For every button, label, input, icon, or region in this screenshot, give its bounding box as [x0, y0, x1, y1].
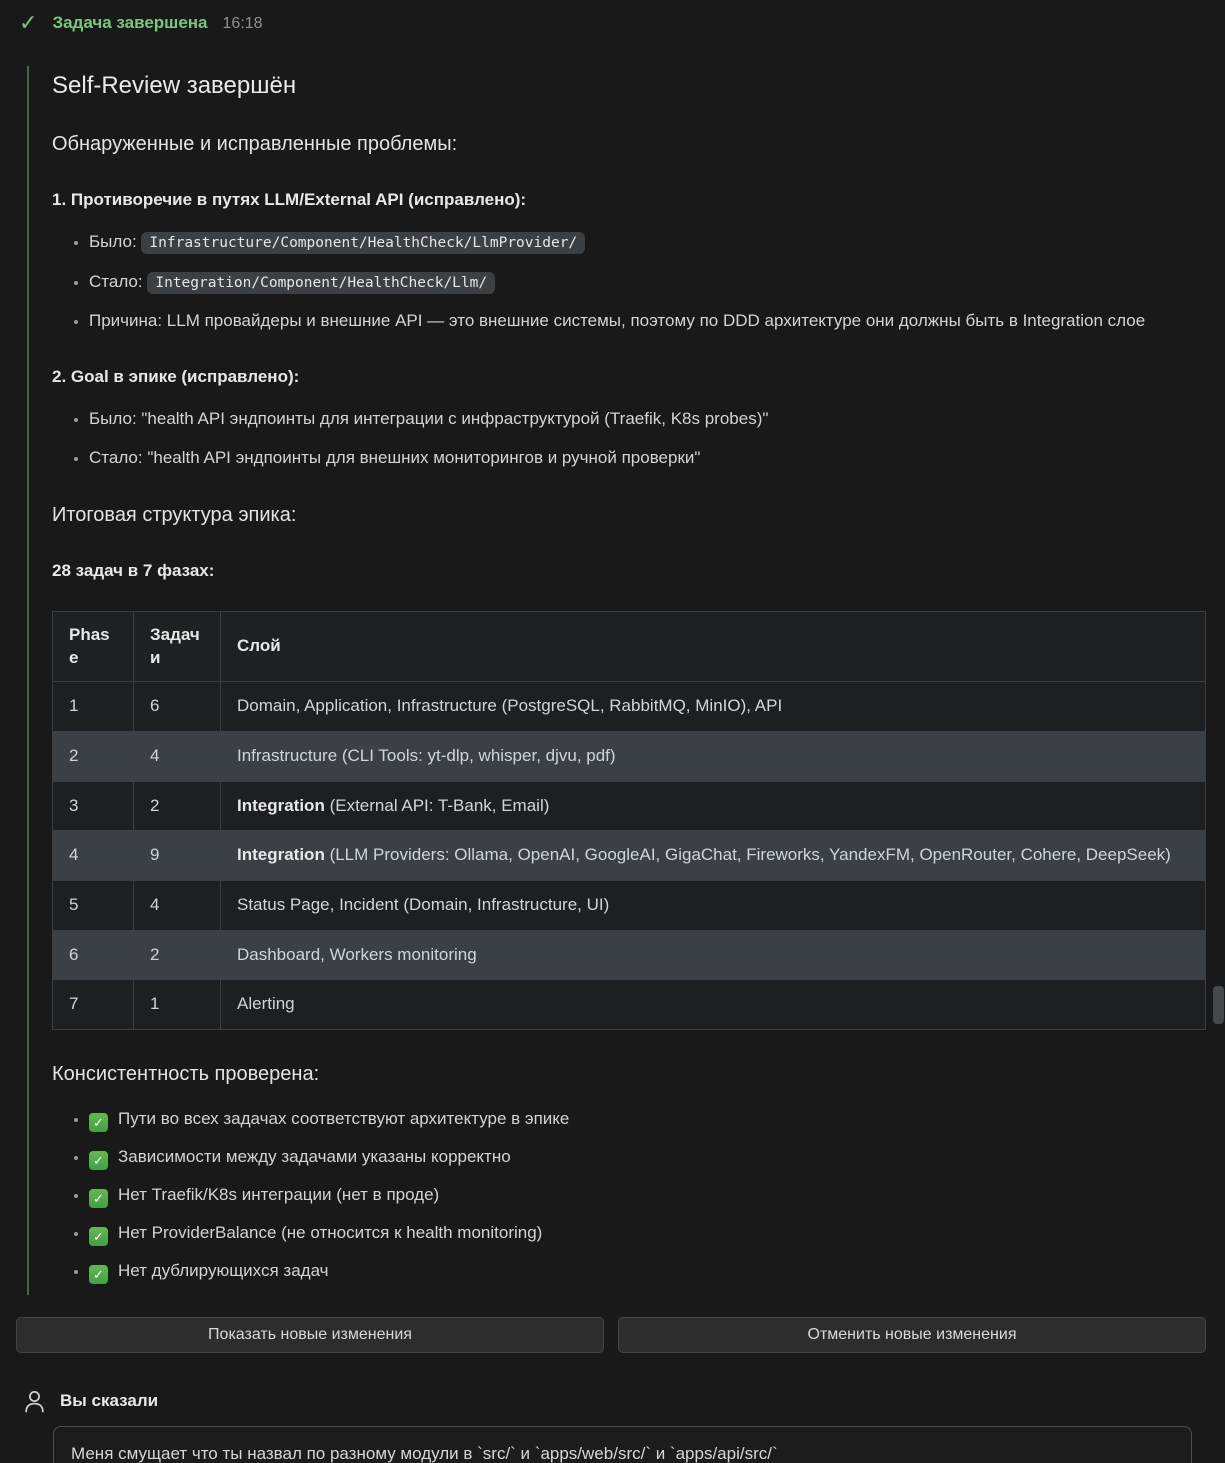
table-header-row: [53, 611, 1206, 682]
status-timestamp: 16:18: [222, 14, 263, 32]
cell-phase: 6: [53, 930, 134, 980]
structure-heading: Итоговая структура эпика:: [52, 503, 297, 526]
cell-tasks: 2: [134, 781, 221, 831]
header-layer: Слой: [221, 611, 1206, 682]
green-checkbox-icon: ✓: [89, 1227, 108, 1246]
problem1-list: [52, 230, 1205, 334]
problem2-list: [52, 407, 1205, 471]
item-label: Стало:: [89, 271, 143, 291]
list-item: [89, 230, 1205, 255]
cell-phase: 5: [53, 881, 134, 931]
cell-phase: 2: [53, 732, 134, 782]
user-icon: [24, 1390, 45, 1413]
cell-layer: [221, 980, 1206, 1030]
cell-tasks: 4: [134, 732, 221, 782]
check-item-text: Нет дублирующихся задач: [118, 1260, 329, 1280]
review-title: Self-Review завершён: [52, 71, 297, 99]
cell-layer: [221, 831, 1206, 881]
assistant-thread-line: [27, 66, 29, 1295]
cancel-changes-button[interactable]: Отменить новые изменения: [618, 1317, 1206, 1353]
cell-tasks: 4: [134, 881, 221, 931]
cell-layer: [221, 930, 1206, 980]
table-row: [53, 881, 1206, 931]
user-message-box[interactable]: [53, 1426, 1192, 1463]
consistency-list: [52, 1107, 1205, 1284]
layer-text: Domain, Application, Infrastructure (PostgreSQL, RabbitMQ, MinIO), API: [237, 696, 783, 716]
code-path: Infrastructure/Component/HealthCheck/LlmProvider/: [141, 232, 585, 254]
layer-bold-text: Integration: [237, 845, 325, 865]
assistant-message: [52, 72, 1205, 1284]
table-row: [53, 682, 1206, 732]
cell-phase: 4: [53, 831, 134, 881]
list-item: • Было: "health API эндпоинты для интеграции с инфраструктурой (Traefik, K8s probes)": [89, 407, 1205, 432]
user-said-header: [24, 1389, 1225, 1414]
vertical-scrollbar-thumb[interactable]: [1213, 986, 1224, 1024]
green-checkbox-icon: ✓: [89, 1189, 108, 1208]
layer-text: Dashboard, Workers monitoring: [237, 944, 477, 964]
cell-layer: [221, 682, 1206, 732]
layer-bold-text: Integration: [237, 795, 325, 815]
show-changes-button[interactable]: Показать новые изменения: [16, 1317, 604, 1353]
cell-tasks: 2: [134, 930, 221, 980]
cell-tasks: 6: [134, 682, 221, 732]
user-said-label: Вы сказали: [60, 1390, 159, 1410]
check-item-text: Пути во всех задачах соответствуют архитектуре в эпике: [118, 1108, 570, 1128]
cell-phase: 1: [53, 682, 134, 732]
item-label: Было:: [89, 232, 137, 252]
phases-table: [52, 611, 1206, 1030]
table-row: [53, 831, 1206, 881]
header-tasks: Задачи: [134, 611, 221, 682]
task-complete-check-icon: ✓: [19, 10, 38, 36]
cell-layer: [221, 732, 1206, 782]
problem1-heading: 1. Противоречие в путях LLM/External API (исправлено):: [52, 190, 527, 210]
layer-text: Status Page, Incident (Domain, Infrastructure, UI): [237, 895, 610, 914]
layer-text: Alerting: [237, 994, 295, 1014]
user-message-text: Меня смущает что ты назвал по разному модули в `src/` и `apps/web/src/` и `apps/api/src/`: [71, 1443, 778, 1463]
cell-layer: [221, 881, 1206, 931]
status-header: [0, 0, 1225, 36]
check-item-text: Нет Traefik/K8s интеграции (нет в проде): [118, 1184, 440, 1204]
code-path: Integration/Component/HealthCheck/Llm/: [147, 272, 495, 294]
green-checkbox-icon: ✓: [89, 1151, 108, 1170]
header-phase: Phase: [53, 611, 134, 682]
changes-actions: [16, 1317, 1206, 1353]
cell-tasks: 1: [134, 980, 221, 1030]
cell-phase: 3: [53, 781, 134, 831]
layer-text: (LLM Providers: Ollama, OpenAI, GoogleAI, GigaChat, Fireworks, YandexFM, OpenRouter, Cohere, DeepSeek): [324, 845, 1171, 865]
cell-layer: [221, 781, 1206, 831]
cell-tasks: 9: [134, 831, 221, 881]
green-checkbox-icon: ✓: [89, 1265, 108, 1284]
problem2-heading: 2. Goal в эпике (исправлено):: [52, 367, 300, 386]
table-row: [53, 980, 1206, 1030]
list-item: • Стало: "health API эндпоинты для внешних мониторингов и ручной проверки": [89, 446, 1205, 471]
list-item: [89, 1107, 1205, 1132]
list-item: [89, 1183, 1205, 1208]
layer-text: (External API: T-Bank, Email): [324, 795, 550, 815]
check-item-text: Нет ProviderBalance (не относится к health monitoring): [118, 1222, 543, 1242]
check-item-text: Зависимости между задачами указаны корректно: [118, 1146, 511, 1166]
status-title: Задача завершена: [52, 13, 208, 32]
table-row: [53, 781, 1206, 831]
list-item: [89, 270, 1205, 295]
cell-phase: 7: [53, 980, 134, 1030]
layer-text: Infrastructure (CLI Tools: yt-dlp, whisper, djvu, pdf): [237, 746, 616, 766]
table-row: [53, 732, 1206, 782]
table-row: [53, 930, 1206, 980]
consistency-heading: Консистентность проверена:: [52, 1062, 320, 1085]
problems-heading: Обнаруженные и исправленные проблемы:: [52, 133, 458, 156]
list-item: [89, 1259, 1205, 1284]
list-item: • Причина: LLM провайдеры и внешние API — это внешние системы, поэтому по DDD архитектуре они должны быть в Integration слое: [89, 309, 1205, 334]
green-checkbox-icon: ✓: [89, 1113, 108, 1132]
list-item: [89, 1221, 1205, 1246]
structure-subheading: 28 задач в 7 фазах:: [52, 560, 215, 580]
list-item: [89, 1145, 1205, 1170]
